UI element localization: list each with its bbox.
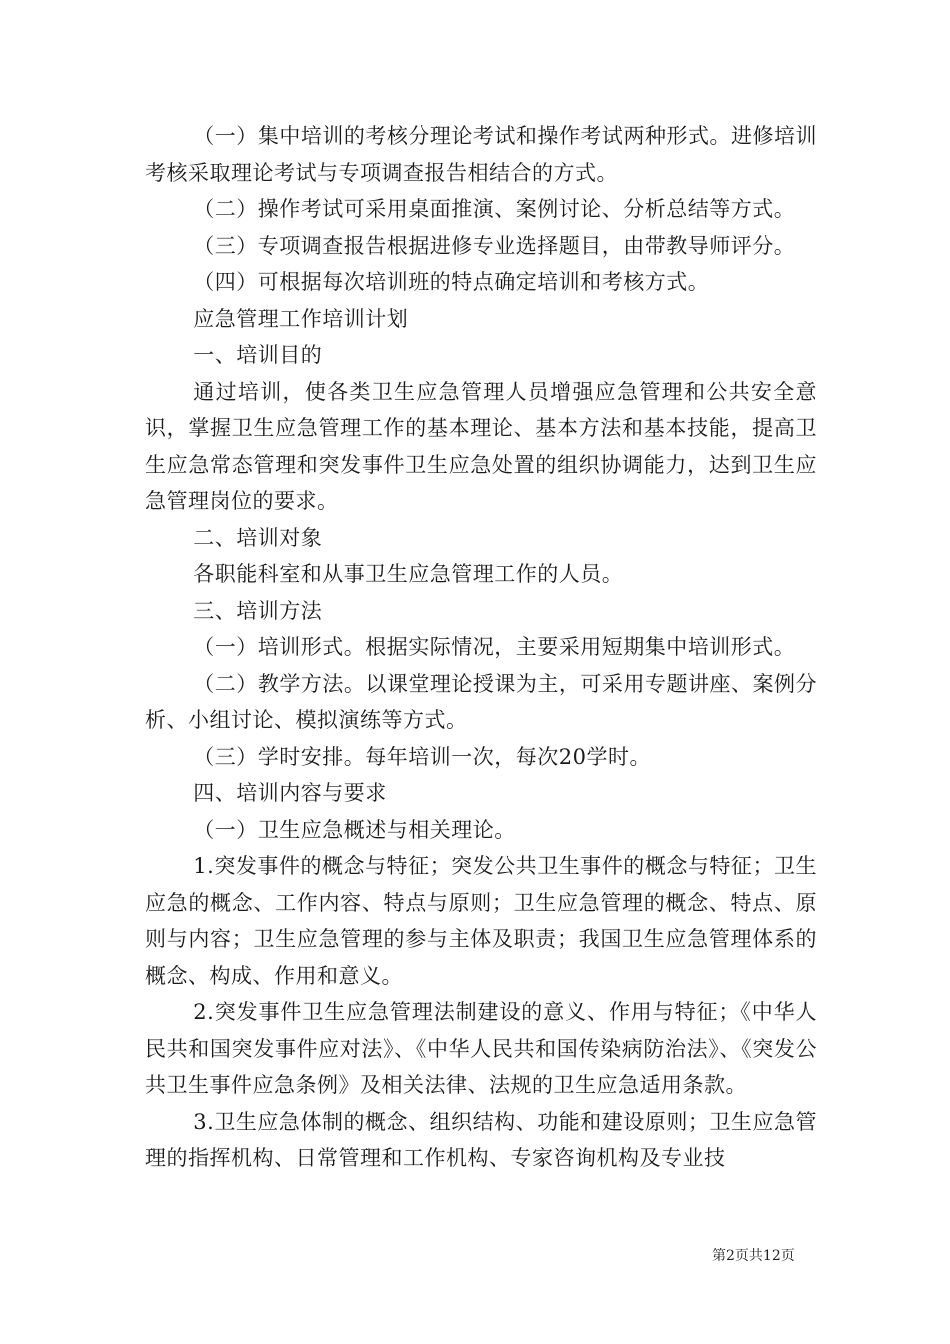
heading-content: 四、培训内容与要求 [193, 781, 387, 805]
paragraph: （三）专项调查报告根据进修专业选择题目，由带教导师评分。 [193, 233, 796, 258]
paragraph: （三）学时安排。每年培训一次，每次20学时。 [193, 744, 652, 769]
paragraph: （四）可根据每次培训班的特点确定培训和考核方式。 [193, 270, 710, 294]
paragraph: （一）培训形式。根据实际情况，主要采用短期集中培训形式。 [193, 635, 796, 659]
paragraph: 各职能科室和从事卫生应急管理工作的人员。 [193, 562, 624, 586]
paragraph: 1.突发事件的概念与特征；突发公共卫生事件的概念与特征；卫生应急的概念、工作内容、特点与原则；卫生应急管理的概念、特点、原则与内容；卫生应急管理的参与主体及职责；我国卫生应急管理体系的概念、构成、作用和意义。 [145, 854, 817, 988]
paragraph: 2.突发事件卫生应急管理法制建设的意义、作用与特征；《中华人民共和国突发事件应对法》、《中华人民共和国传染病防治法》、《突发公共卫生事件应急条例》及相关法律、法规的卫生应急适用条款。 [145, 1000, 817, 1097]
page-number: 第2页共12页 [712, 1248, 795, 1264]
section-title: 应急管理工作培训计划 [193, 306, 409, 331]
heading-target: 二、培训对象 [193, 525, 323, 550]
paragraph: （一）卫生应急概述与相关理论。 [193, 817, 516, 842]
paragraph: 通过培训，使各类卫生应急管理人员增强应急管理和公共安全意识，掌握卫生应急管理工作的基本理论、基本方法和基本技能，提高卫生应急常态管理和突发事件卫生应急处置的组织协调能力，达到卫生应急管理岗位的要求。 [145, 379, 817, 513]
document-body [145, 118, 817, 1177]
paragraph: （二）教学方法。以课堂理论授课为主，可采用专题讲座、案例分析、小组讨论、模拟演练等方式。 [145, 671, 817, 732]
paragraph: 3.卫生应急体制的概念、组织结构、功能和建设原则；卫生应急管理的指挥机构、日常管理和工作机构、专家咨询机构及专业技 [145, 1109, 817, 1170]
paragraph: （二）操作考试可采用桌面推演、案例讨论、分析总结等方式。 [193, 197, 796, 221]
heading-purpose: 一、培训目的 [193, 343, 323, 367]
paragraph: （一）集中培训的考核分理论考试和操作考试两种形式。进修培训考核采取理论考试与专项调查报告相结合的方式。 [145, 124, 817, 185]
heading-method: 三、培训方法 [193, 598, 323, 623]
